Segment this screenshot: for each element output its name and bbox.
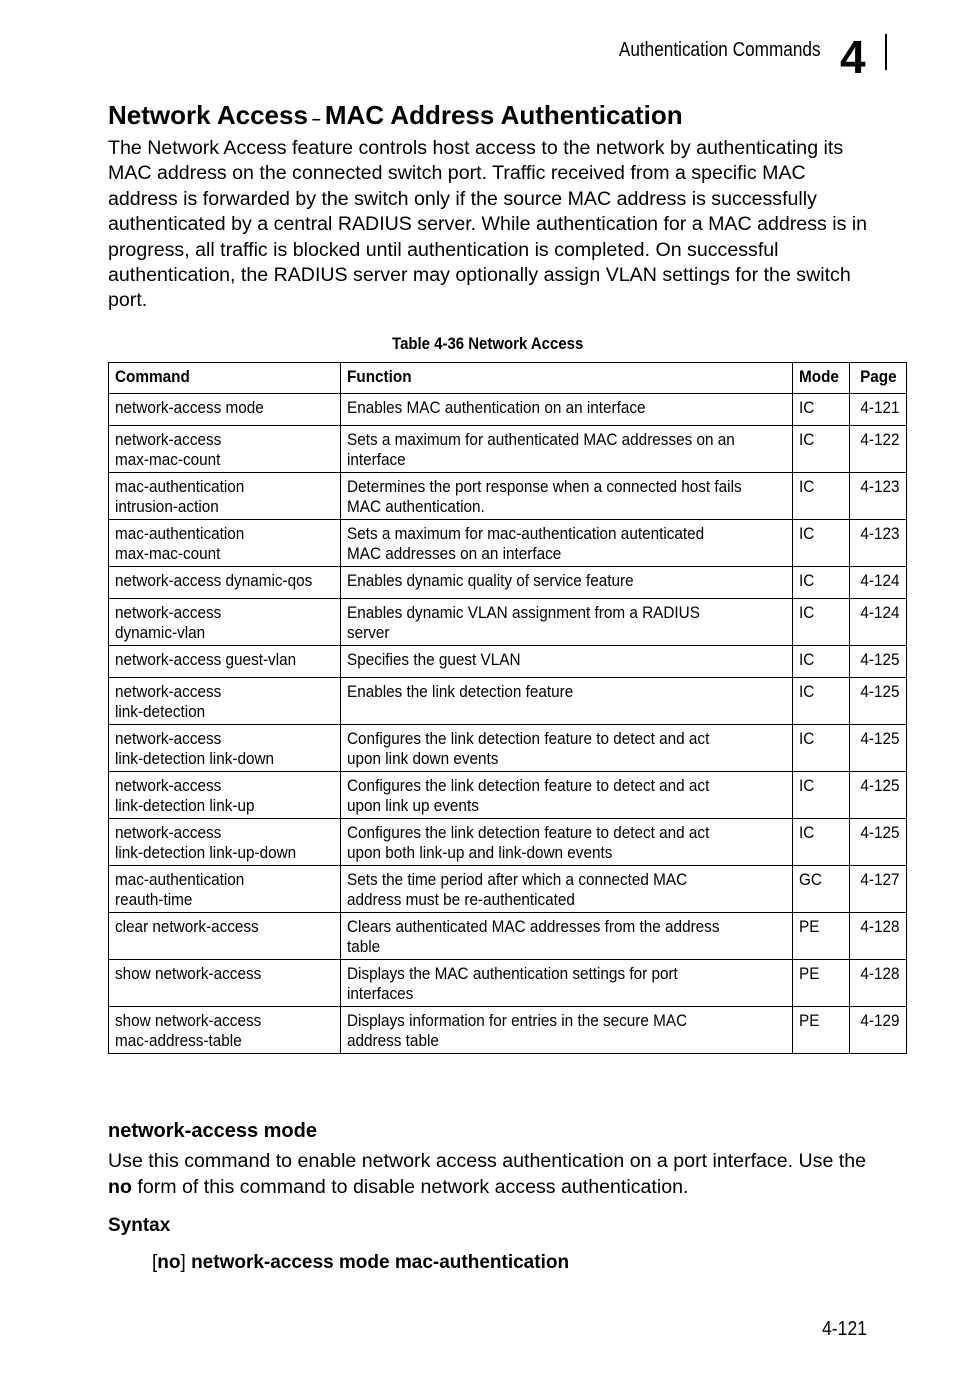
table-row (109, 819, 907, 866)
table-row (109, 678, 907, 725)
cell-function: Displays the MAC authentication settings for port interfaces (341, 960, 792, 1007)
cell-page: 4-129 (850, 1007, 906, 1054)
cell-mode: IC (792, 819, 849, 866)
cell-function: Enables MAC authentication on an interface (341, 394, 792, 426)
cell-function: Enables dynamic VLAN assignment from a RADIUS server (341, 599, 792, 646)
cell-command: network-access link-detection link-up (109, 772, 341, 819)
cell-page: 4-125 (850, 772, 906, 819)
cell-mode: PE (792, 913, 849, 960)
cell-function: Enables the link detection feature (341, 678, 792, 725)
network-access-table (108, 362, 907, 1054)
table-row (109, 866, 907, 913)
cell-mode: IC (792, 772, 849, 819)
cell-page: 4-123 (850, 520, 906, 567)
header-mode: Mode (792, 363, 849, 394)
page-title-dash: – (311, 111, 321, 128)
cell-page: 4-127 (850, 866, 906, 913)
cell-page: 4-123 (850, 473, 906, 520)
cell-page: 4-125 (850, 678, 906, 725)
cell-command: show network-access (109, 960, 341, 1007)
cell-function: Specifies the guest VLAN (341, 646, 792, 678)
cell-mode: GC (792, 866, 849, 913)
cell-function: Enables dynamic quality of service feature (341, 567, 792, 599)
cell-command: network-access dynamic-vlan (109, 599, 341, 646)
cell-page: 4-125 (850, 646, 906, 678)
table-row (109, 772, 907, 819)
cell-command: network-access link-detection (109, 678, 341, 725)
cell-mode: IC (792, 426, 849, 473)
cell-page: 4-124 (850, 567, 906, 599)
page-title-sub: MAC Address Authentication (324, 100, 683, 130)
table-header-row (109, 363, 907, 394)
cell-function: Configures the link detection feature to detect and act upon link down events (341, 725, 792, 772)
intro-paragraph: The Network Access feature controls host access to the network by authenticating its MAC address on the connected switch port. Traffic received from a specific MAC address is forwarded by the switch only if the source MAC address is successfully authenticated by a central RADIUS server. While authentication for a MAC address is in progress, all traffic is blocked until authentication is completed. On successful authentication, the RADIUS server may optionally assign VLAN settings for the switch port. (108, 137, 868, 312)
cell-mode: IC (792, 599, 849, 646)
table-row (109, 426, 907, 473)
cell-function: Sets a maximum for mac-authentication autenticated MAC addresses on an interface (341, 520, 792, 567)
header-function: Function (341, 363, 792, 394)
chapter-number: 4 (840, 31, 866, 83)
cell-command: network-access link-detection link-down (109, 725, 341, 772)
cell-function: Displays information for entries in the secure MAC address table (341, 1007, 792, 1054)
header-command: Command (109, 363, 341, 394)
cell-function: Determines the port response when a connected host fails MAC authentication. (341, 473, 792, 520)
cell-function: Sets the time period after which a connected MAC address must be re-authenticated (341, 866, 792, 913)
cell-function: Sets a maximum for authenticated MAC addresses on an interface (341, 426, 792, 473)
table-row (109, 913, 907, 960)
cell-mode: IC (792, 567, 849, 599)
table-row (109, 1007, 907, 1054)
cell-command: network-access max-mac-count (109, 426, 341, 473)
cell-mode: IC (792, 646, 849, 678)
cell-mode: PE (792, 1007, 849, 1054)
table-row (109, 520, 907, 567)
cell-mode: IC (792, 394, 849, 426)
cell-mode: IC (792, 678, 849, 725)
table-row (109, 599, 907, 646)
cell-page: 4-128 (850, 960, 906, 1007)
cell-function: Clears authenticated MAC addresses from the address table (341, 913, 792, 960)
table-caption: Table 4-36 Network Access (392, 334, 584, 353)
chapter-divider (885, 34, 887, 70)
no-keyword: no (108, 1175, 132, 1198)
syntax-line: [no] network-access mode mac-authentication (152, 1252, 570, 1273)
cell-mode: IC (792, 725, 849, 772)
cell-command: network-access guest-vlan (109, 646, 341, 678)
cell-page: 4-128 (850, 913, 906, 960)
page-title (108, 100, 683, 131)
cell-function: Configures the link detection feature to detect and act upon link up events (341, 772, 792, 819)
cell-page: 4-125 (850, 725, 906, 772)
cell-function: Configures the link detection feature to detect and act upon both link-up and link-down events (341, 819, 792, 866)
cell-command: network-access dynamic-qos (109, 567, 341, 599)
table-row (109, 960, 907, 1007)
cell-mode: PE (792, 960, 849, 1007)
table-row (109, 725, 907, 772)
cell-mode: IC (792, 473, 849, 520)
cell-command: mac-authentication reauth-time (109, 866, 341, 913)
table-row (109, 567, 907, 599)
cell-command: mac-authentication max-mac-count (109, 520, 341, 567)
cell-page: 4-125 (850, 819, 906, 866)
syntax-heading: Syntax (108, 1215, 171, 1236)
cell-command: network-access link-detection link-up-down (109, 819, 341, 866)
page-title-main: Network Access (108, 100, 308, 130)
cell-mode: IC (792, 520, 849, 567)
cell-page: 4-121 (850, 394, 906, 426)
cell-command: show network-access mac-address-table (109, 1007, 341, 1054)
table-row (109, 473, 907, 520)
running-header-title: Authentication Commands (619, 39, 821, 61)
cell-page: 4-122 (850, 426, 906, 473)
table-row (109, 394, 907, 426)
cell-command: clear network-access (109, 913, 341, 960)
cell-page: 4-124 (850, 599, 906, 646)
page-number: 4-121 (822, 1318, 868, 1340)
page-header (0, 31, 954, 83)
cell-command: network-access mode (109, 394, 341, 426)
table-body (109, 394, 907, 1054)
header-page: Page (850, 363, 906, 394)
table-row (109, 646, 907, 678)
section-title: network-access mode (108, 1120, 317, 1142)
section-description: Use this command to enable network access authentication on a port interface. Use the no form of this command to disable network access authentication. (108, 1150, 867, 1198)
cell-command: mac-authentication intrusion-action (109, 473, 341, 520)
syntax-command: network-access mode mac-authentication (191, 1252, 570, 1273)
